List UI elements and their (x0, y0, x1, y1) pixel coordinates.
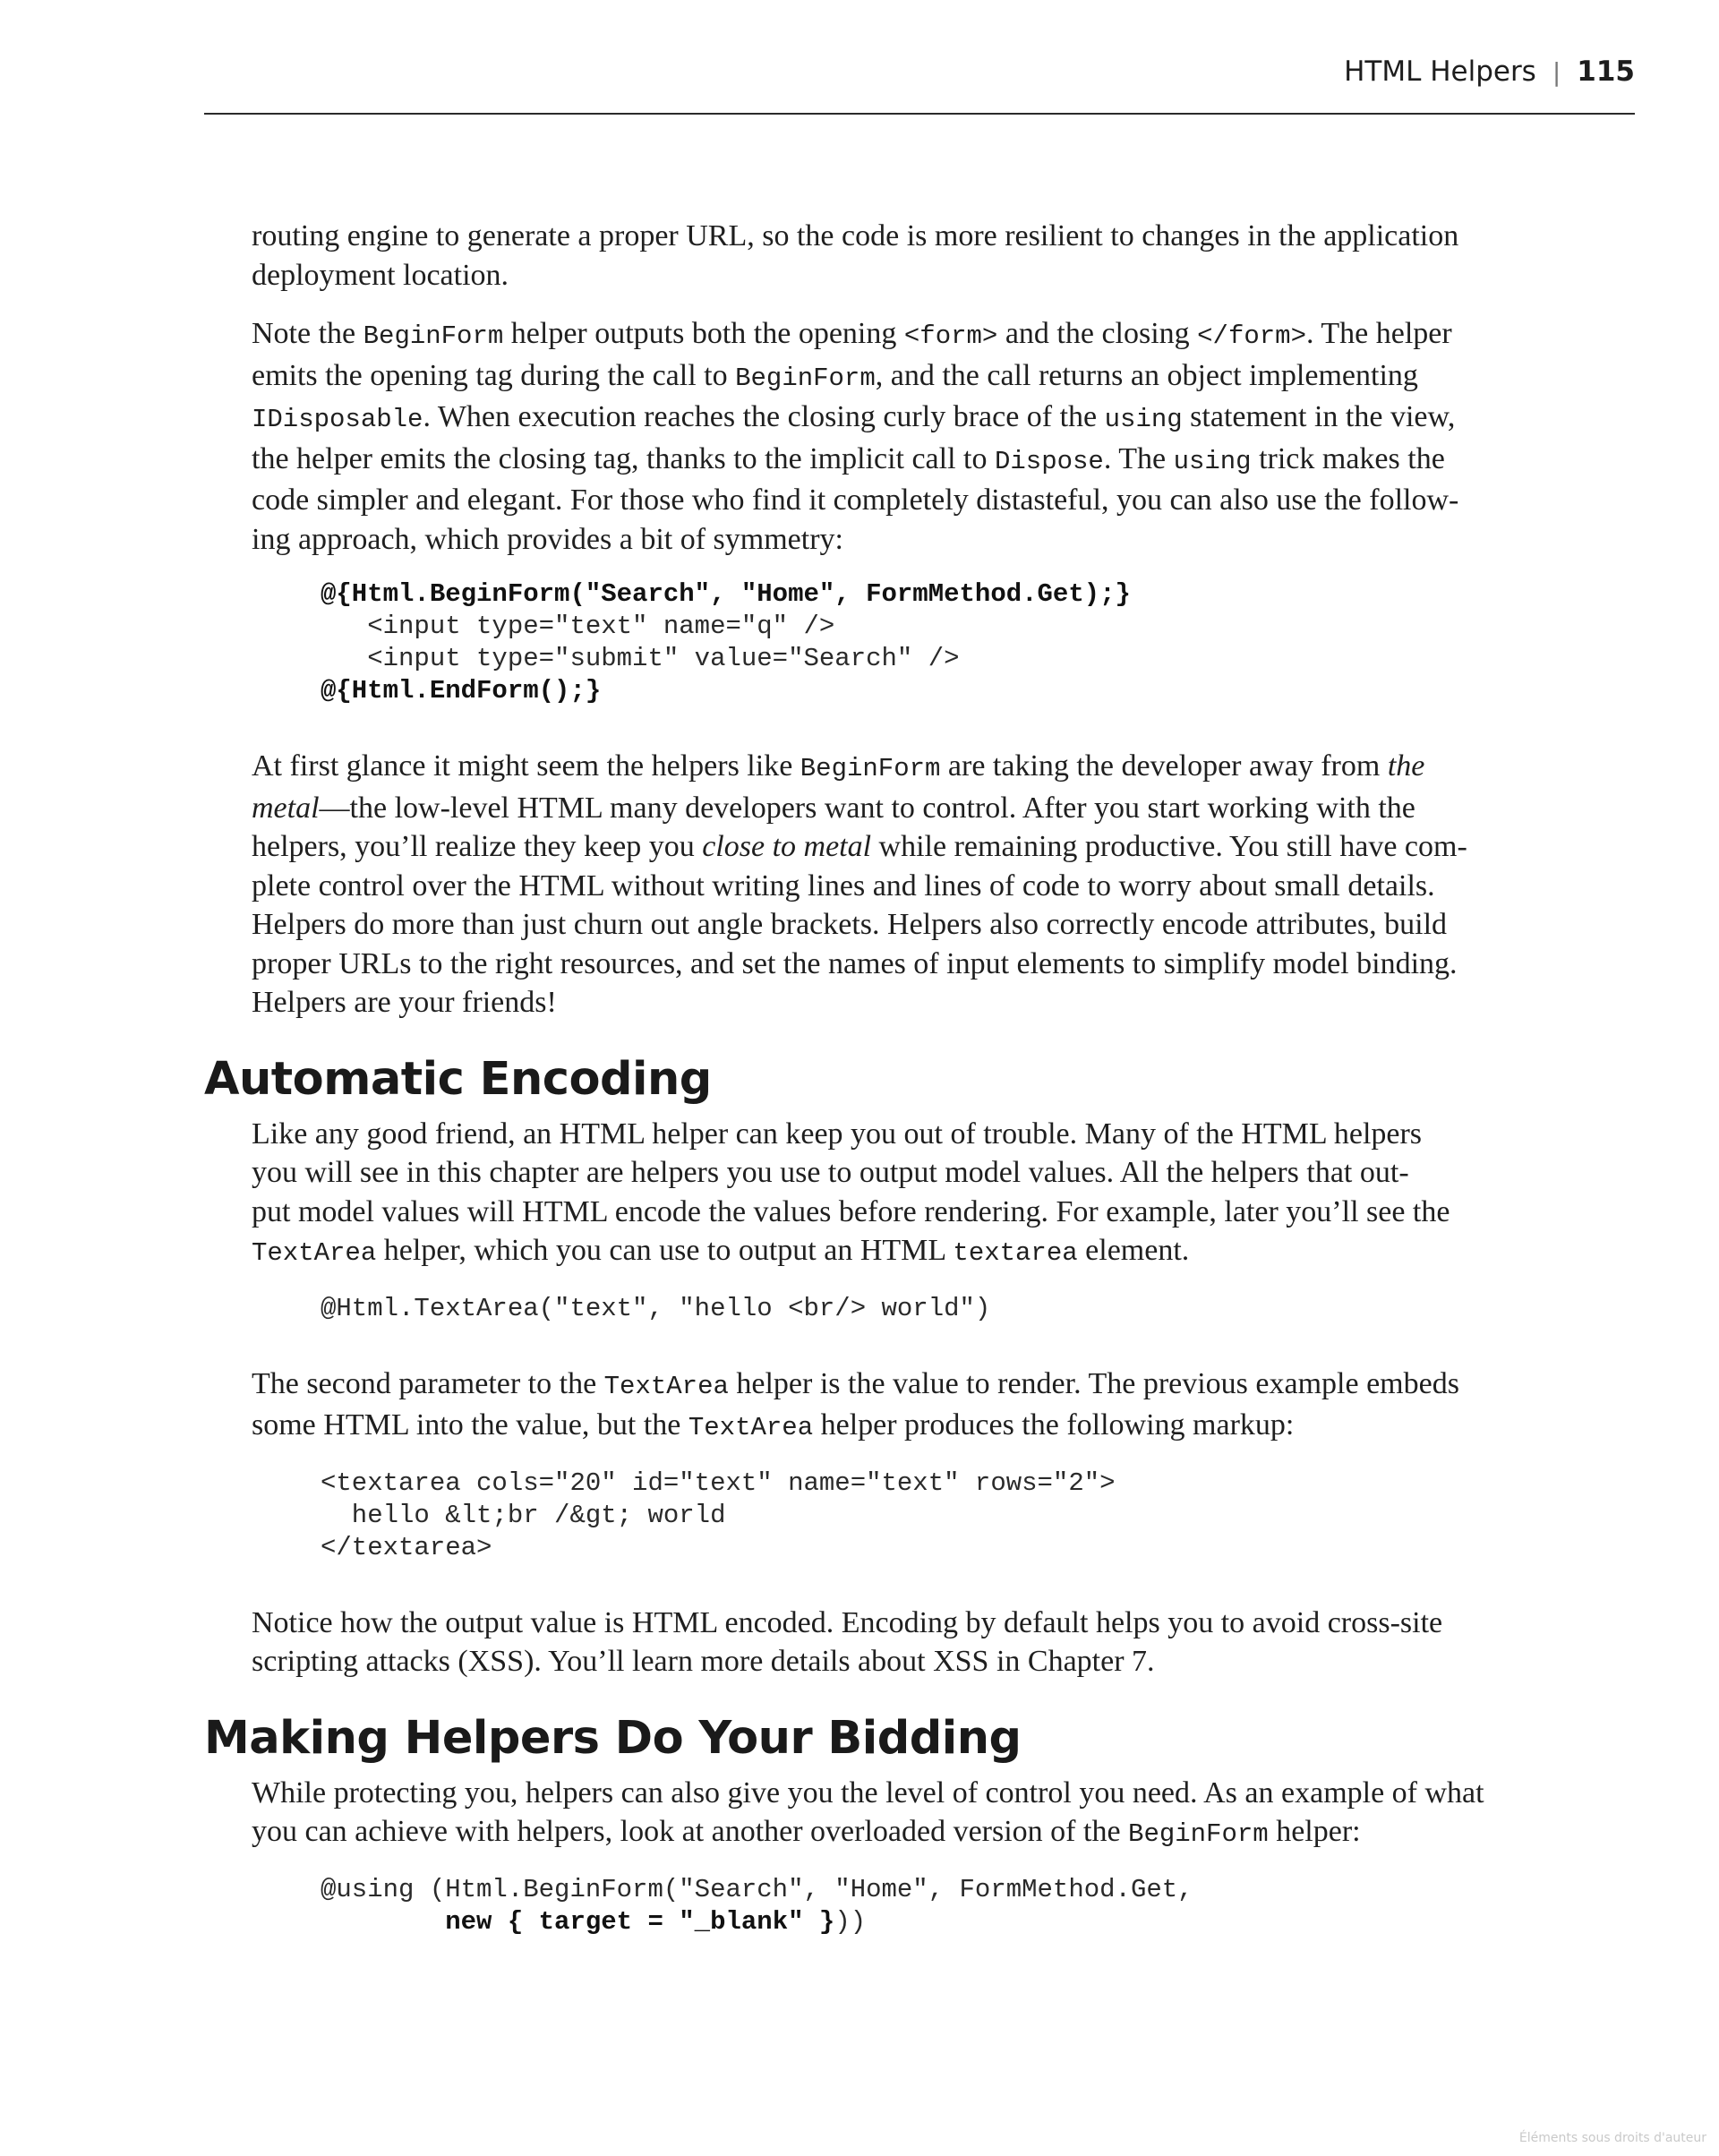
section-heading-automatic-encoding: Automatic Encoding (204, 1052, 712, 1106)
paragraph-2 (252, 314, 1605, 559)
text-line: you will see in this chapter are helpers you use to output model values. All the helpers that out- (252, 1156, 1409, 1189)
text-line: put model values will HTML encode the values before rendering. For example, later you’ll see the (252, 1194, 1450, 1228)
text-line: While protecting you, helpers can also give you the level of control you need. As an example of what (252, 1775, 1484, 1810)
text-line: Helpers do more than just churn out angle brackets. Helpers also correctly encode attributes, build (252, 908, 1448, 941)
text-line: Note the BeginForm helper outputs both the opening <form> and the closing </form>. The helper (252, 317, 1452, 351)
inline-code: TextArea (252, 1238, 377, 1268)
code-block-2 (321, 1293, 1635, 1325)
code-line: @Html.TextArea("text", "hello <br/> world") (321, 1293, 991, 1323)
code-block-1 (321, 578, 1635, 707)
text-line: you can achieve with helpers, look at another overloaded version of the BeginForm helper: (252, 1815, 1361, 1849)
text-line: code simpler and elegant. For those who find it completely distasteful, you can also use the follow- (252, 483, 1459, 517)
code-line: hello &lt;br /&gt; world (321, 1500, 726, 1530)
text-line: scripting attacks (XSS). You’ll learn more details about XSS in Chapter 7. (252, 1645, 1155, 1678)
text-line: IDisposable. When execution reaches the closing curly brace of the using statement in the view, (252, 400, 1456, 434)
inline-code: Dispose (994, 446, 1104, 476)
text-line: deployment location. (252, 258, 509, 292)
inline-code: TextArea (688, 1413, 814, 1442)
paragraph-5 (252, 1365, 1605, 1448)
text-line: some HTML into the value, but the TextArea helper produces the following markup: (252, 1408, 1295, 1442)
inline-code: IDisposable (252, 405, 423, 434)
text-line: the helper emits the closing tag, thanks to the implicit call to Dispose. The using trick makes the (252, 441, 1445, 476)
header-separator: | (1552, 57, 1561, 87)
emphasis: metal (252, 791, 320, 825)
inline-code: BeginForm (800, 754, 941, 783)
inline-code: using (1173, 446, 1252, 476)
inline-code: BeginForm (735, 363, 876, 393)
copyright-watermark: Éléments sous droits d'auteur (1518, 2131, 1706, 2145)
text-line: Helpers are your friends! (252, 986, 557, 1019)
text-line: metal—the low-level HTML many developers want to control. After you start working with the (252, 791, 1415, 825)
text-line: helpers, you’ll realize they keep you close to metal while remaining productive. You still have com- (252, 830, 1467, 863)
inline-code: </form> (1197, 321, 1306, 351)
code-line: <input type="submit" value="Search" /> (321, 644, 960, 673)
paragraph-7 (252, 1774, 1605, 1854)
inline-code: BeginForm (1128, 1819, 1269, 1849)
text-line: Like any good friend, an HTML helper can keep you out of trouble. Many of the HTML helpers (252, 1116, 1423, 1151)
code-line: @{Html.EndForm();} (321, 676, 602, 706)
inline-code: using (1104, 405, 1183, 434)
inline-code: TextArea (603, 1371, 729, 1401)
code-line: </textarea> (321, 1532, 492, 1562)
text-line: At first glance it might seem the helpers like BeginForm are taking the developer away from the (252, 749, 1425, 783)
emphasis: close to metal (702, 830, 872, 863)
code-line: @using (Html.BeginForm("Search", "Home", FormMethod.Get, (321, 1874, 1193, 1904)
paragraph-1 (252, 217, 1605, 295)
page-content (204, 217, 1635, 1938)
inline-code: BeginForm (363, 321, 504, 351)
code-line: <input type="text" name="q" /> (321, 612, 835, 641)
header-right (1344, 56, 1635, 88)
page-number: 115 (1577, 56, 1635, 88)
text-line: emits the opening tag during the call to BeginForm, and the call returns an object implementing (252, 358, 1418, 393)
text-line: ing approach, which provides a bit of symmetry: (252, 522, 843, 556)
code-block-3 (321, 1467, 1635, 1564)
emphasis: the (1387, 749, 1425, 783)
text-line: routing engine to generate a proper URL, so the code is more resilient to changes in the application (252, 219, 1459, 252)
inline-code: <form> (903, 321, 998, 351)
paragraph-6 (252, 1604, 1605, 1681)
code-line: new { target = "_blank" })) (445, 1906, 867, 1937)
text-line: Notice how the output value is HTML encoded. Encoding by default helps you to avoid cross-site (252, 1605, 1443, 1639)
chapter-title: HTML Helpers (1344, 56, 1536, 88)
code-line: <textarea cols="20" id="text" name="text" rows="2"> (321, 1467, 1116, 1498)
text-line: The second parameter to the TextArea helper is the value to render. The previous example embeds (252, 1366, 1459, 1401)
inline-code: textarea (953, 1238, 1078, 1268)
code-line: @{Html.BeginForm("Search", "Home", FormMethod.Get);} (321, 579, 1131, 609)
section-heading-making-helpers: Making Helpers Do Your Bidding (204, 1711, 1022, 1765)
code-block-4 (321, 1874, 1635, 1938)
running-header (204, 56, 1635, 115)
paragraph-3 (252, 747, 1605, 1022)
text-line: TextArea helper, which you can use to output an HTML textarea element. (252, 1234, 1190, 1268)
text-line: proper URLs to the right resources, and set the names of input elements to simplify model binding. (252, 946, 1458, 980)
paragraph-4 (252, 1115, 1605, 1273)
text-line: plete control over the HTML without writing lines and lines of code to worry about small details. (252, 868, 1435, 903)
